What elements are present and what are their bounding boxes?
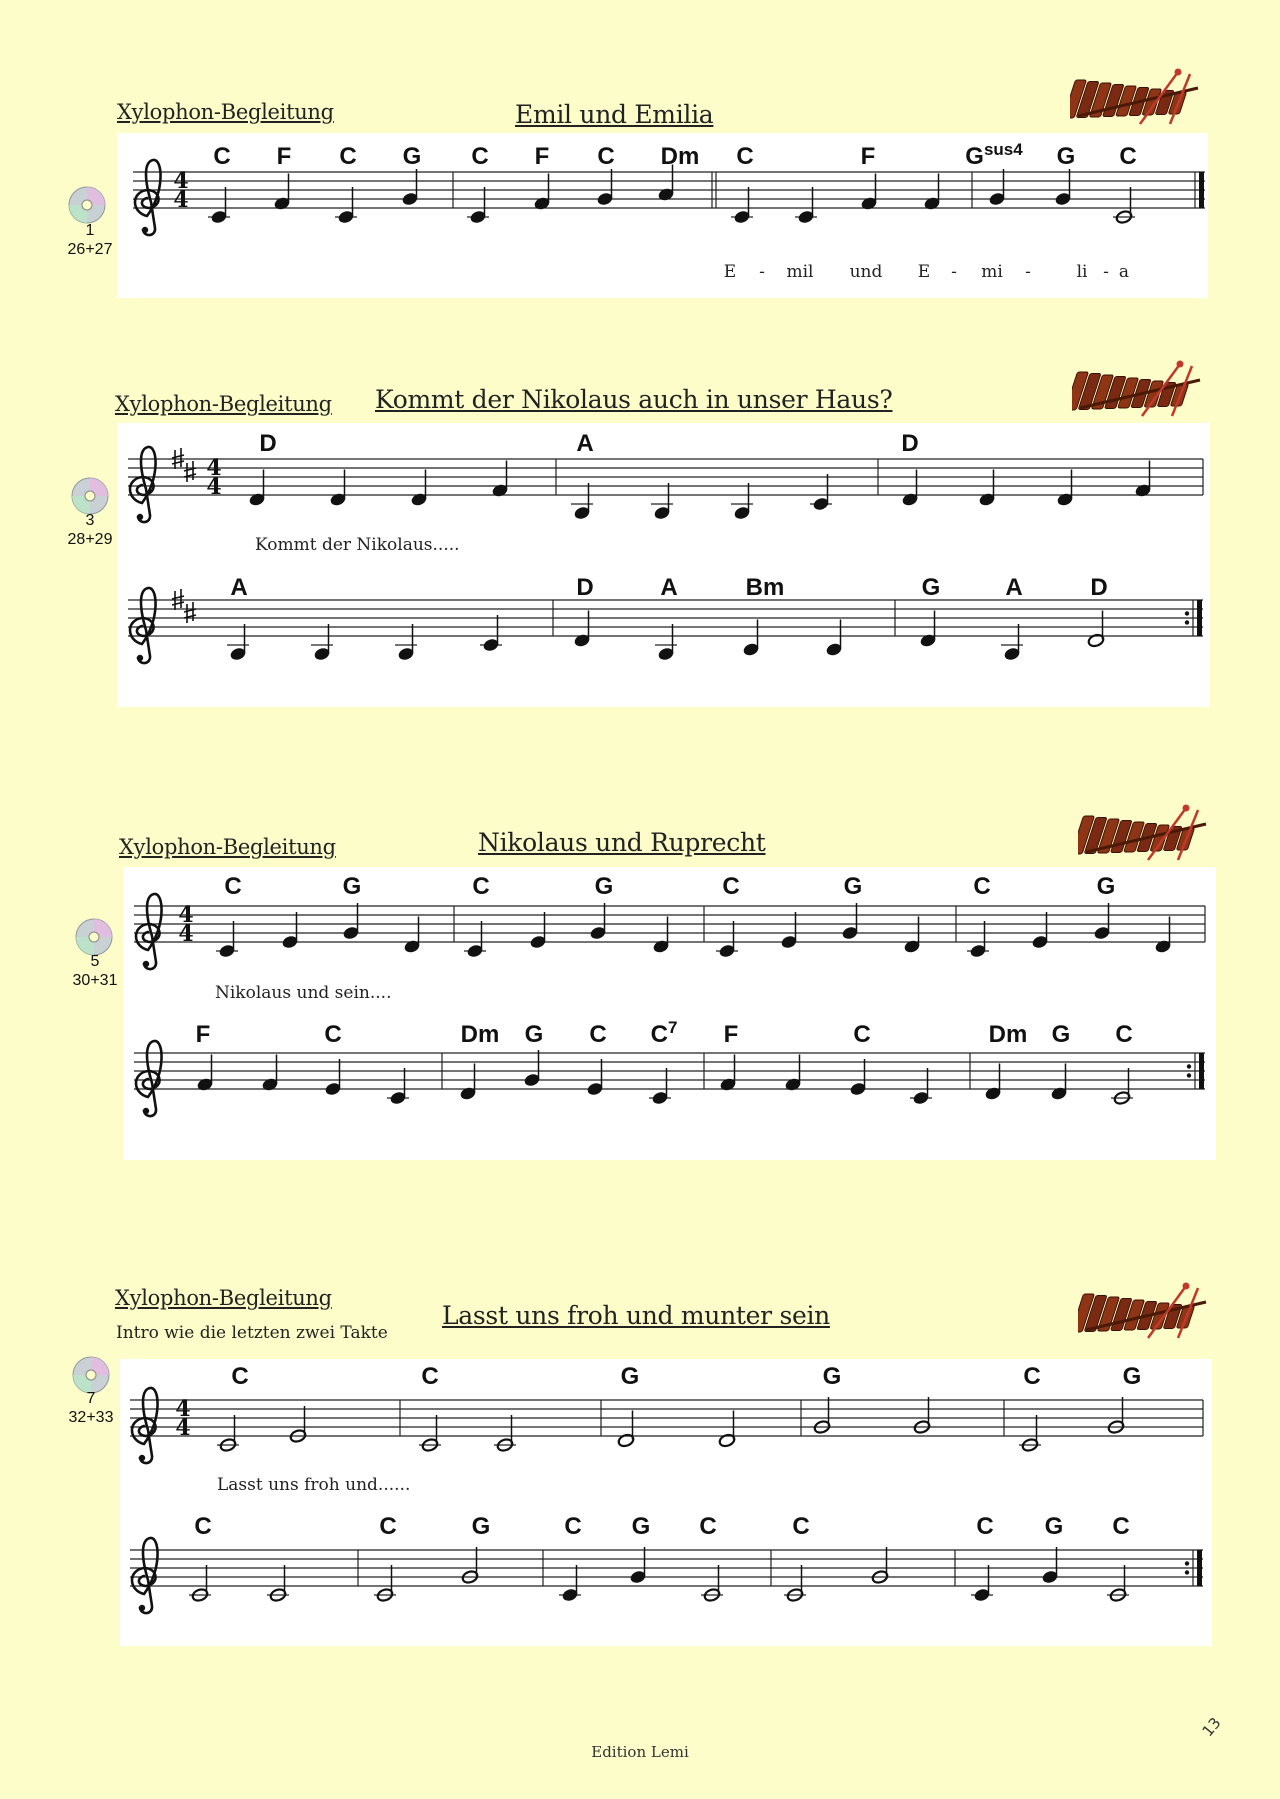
song-title: Lasst uns froh und munter sein	[442, 1301, 830, 1330]
time-signature: 4	[173, 168, 189, 194]
repeat-dot	[1185, 1561, 1189, 1565]
time-signature: 4	[206, 474, 222, 500]
treble-clef	[132, 1388, 158, 1463]
chord-symbol: G	[524, 1021, 544, 1048]
chord-symbol: C	[1115, 1021, 1133, 1048]
accompaniment-label: Xylophon-Begleitung	[117, 100, 334, 124]
chord-symbol: F	[534, 143, 550, 170]
lyric-text: -	[1103, 262, 1109, 282]
chord-symbol: C	[213, 143, 231, 170]
accompaniment-label: Xylophon-Begleitung	[119, 835, 336, 859]
chord-symbol: C	[471, 143, 489, 170]
chord-symbol: D	[576, 574, 594, 601]
chord-symbol: C	[736, 143, 754, 170]
chord-symbol: C	[324, 1021, 342, 1048]
chord-symbol: D	[901, 430, 919, 457]
chord-symbol: G	[921, 574, 941, 601]
chord-symbol: G	[1056, 143, 1076, 170]
lyric-text: mil	[786, 262, 814, 282]
accompaniment-label: Xylophon-Begleitung	[115, 392, 332, 416]
song-title: Kommt der Nikolaus auch in unser Haus?	[375, 385, 893, 414]
treble-clef	[132, 1538, 158, 1613]
chord-symbol: A	[660, 574, 678, 601]
lyric-text: Nikolaus und sein....	[215, 983, 392, 1003]
chord-symbol: A	[230, 574, 248, 601]
chord-symbol: D	[259, 430, 277, 457]
chord-symbol: G	[402, 143, 422, 170]
page-number: 13	[1198, 1713, 1225, 1741]
chord-symbol: G	[631, 1513, 651, 1540]
chord-symbol: C	[792, 1513, 810, 1540]
lyric-text: -	[759, 262, 765, 282]
chord-symbol: C	[224, 873, 242, 900]
chord-symbol: C	[421, 1363, 439, 1390]
chord-symbol: G	[594, 873, 614, 900]
chord-symbol: C	[472, 873, 490, 900]
publisher-footer: Edition Lemi	[591, 1743, 689, 1761]
chord-symbol: G	[1051, 1021, 1071, 1048]
cd-track-number: 5 30+31	[72, 953, 118, 989]
accompaniment-label: Xylophon-Begleitung	[115, 1286, 332, 1310]
chord-symbol: Bm	[745, 574, 785, 601]
time-signature: 4	[175, 1415, 191, 1441]
lyric-text: li	[1076, 262, 1088, 282]
lyric-text: E	[723, 262, 737, 282]
chord-symbol: F	[276, 143, 292, 170]
chord-symbol: G	[342, 873, 362, 900]
chord-symbol: D	[1090, 574, 1108, 601]
time-signature: 4	[175, 1396, 191, 1422]
treble-clef-dot	[139, 1455, 145, 1461]
chord-symbol: C	[976, 1513, 994, 1540]
lyric-text: -	[951, 262, 957, 282]
song-title: Nikolaus und Ruprecht	[478, 828, 766, 857]
repeat-dot	[1185, 1570, 1189, 1574]
time-signature: 4	[178, 921, 194, 947]
intro-note: Intro wie die letzten zwei Takte	[116, 1323, 388, 1343]
chord-symbol: $G^{sus4}$	[965, 140, 1023, 170]
cd-track-number: 3 28+29	[67, 512, 113, 548]
chord-symbol: F	[723, 1021, 739, 1048]
chord-symbol: A	[1005, 574, 1023, 601]
chord-symbol: G	[843, 873, 863, 900]
time-signature: 4	[206, 455, 222, 481]
chord-symbol: G	[1122, 1363, 1142, 1390]
chord-symbol: C	[973, 873, 991, 900]
chord-symbol: C	[194, 1513, 212, 1540]
chord-symbol: C	[699, 1513, 717, 1540]
chord-symbol: Dm	[460, 1021, 500, 1048]
cd-track-number: 1 26+27	[67, 222, 113, 258]
chord-symbol: C	[1119, 143, 1137, 170]
chord-symbol: C	[1023, 1363, 1041, 1390]
lyric-text: E	[917, 262, 931, 282]
chord-symbol: G	[1096, 873, 1116, 900]
chord-symbol: Dm	[660, 143, 700, 170]
chord-symbol: A	[576, 430, 594, 457]
chord-symbol: Dm	[988, 1021, 1028, 1048]
chord-symbol: $C^7$	[650, 1018, 678, 1048]
chord-symbol: C	[597, 143, 615, 170]
lyric-text: und	[849, 262, 883, 282]
chord-symbol: C	[722, 873, 740, 900]
chord-symbol: F	[195, 1021, 211, 1048]
song-title: Emil und Emilia	[515, 100, 714, 129]
chord-symbol: C	[589, 1021, 607, 1048]
lyric-text: a	[1118, 262, 1130, 282]
chord-symbol: C	[564, 1513, 582, 1540]
lyric-text: Kommt der Nikolaus.....	[255, 535, 460, 555]
lyric-text: mi	[981, 262, 1003, 282]
chord-symbol: C	[339, 143, 357, 170]
time-signature: 4	[178, 902, 194, 928]
chord-symbol: F	[860, 143, 876, 170]
chord-symbol: C	[853, 1021, 871, 1048]
chord-symbol: C	[1112, 1513, 1130, 1540]
chord-symbol: G	[620, 1363, 640, 1390]
cd-track-number: 7 32+33	[68, 1390, 114, 1426]
lyric-text: -	[1025, 262, 1031, 282]
chord-symbol: G	[471, 1513, 491, 1540]
treble-clef-dot	[139, 1605, 145, 1611]
chord-symbol: G	[1044, 1513, 1064, 1540]
chord-symbol: G	[822, 1363, 842, 1390]
repeat-barline	[1197, 1550, 1202, 1586]
chord-symbol: C	[231, 1363, 249, 1390]
lyric-text: Lasst uns froh und......	[217, 1475, 411, 1495]
chord-symbol: C	[379, 1513, 397, 1540]
time-signature: 4	[173, 187, 189, 213]
